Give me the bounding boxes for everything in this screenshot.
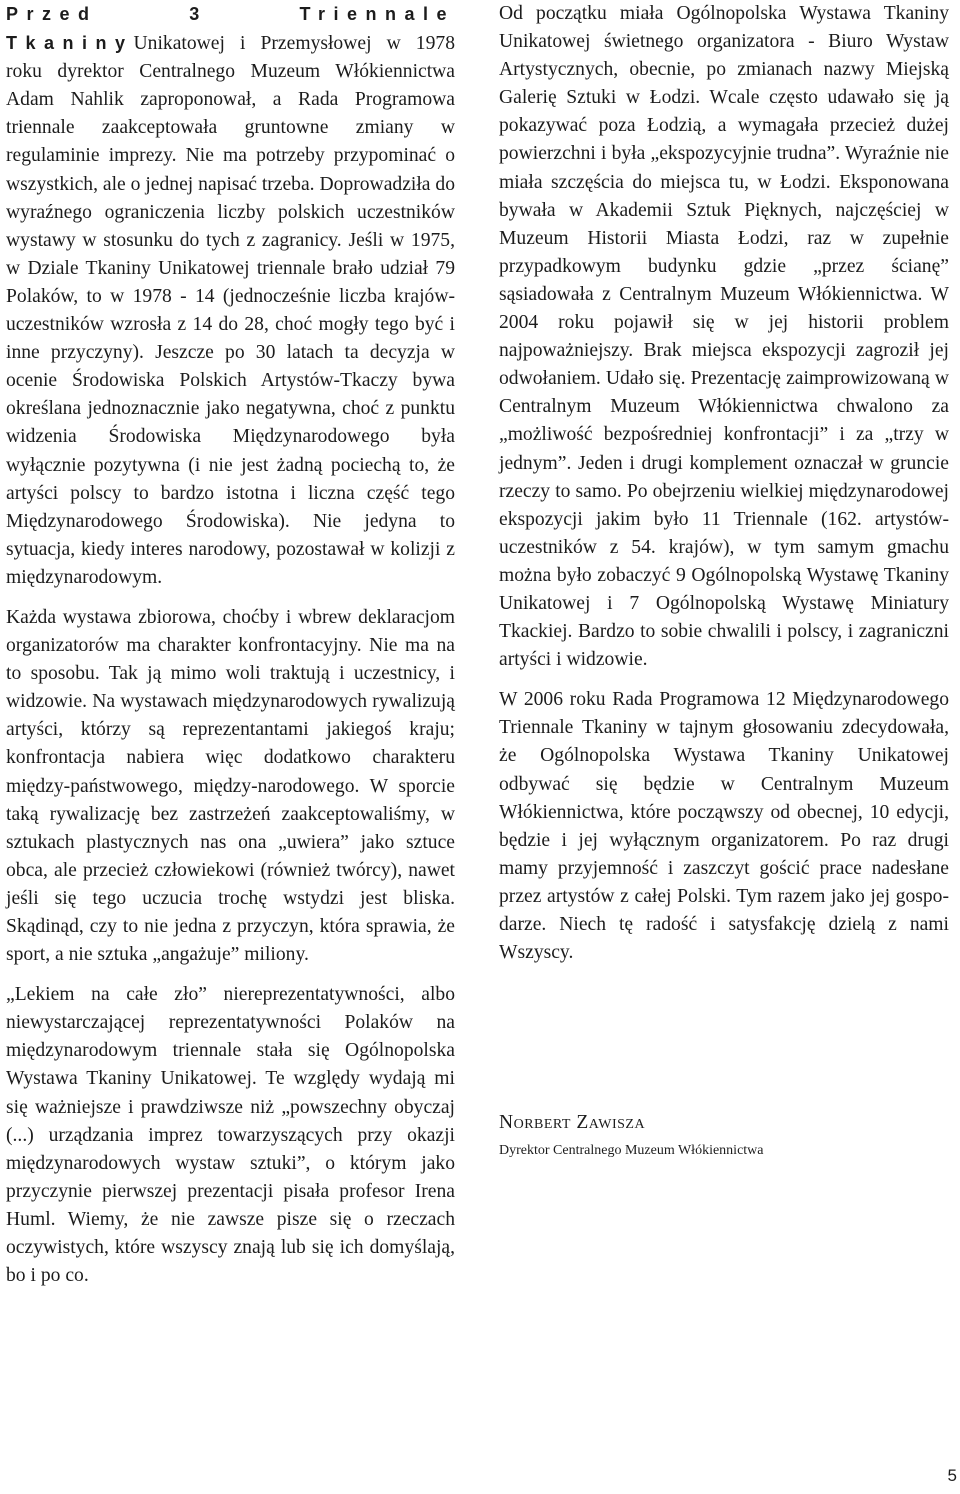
article-paragraph-2: Każda wystawa zbiorowa, choćby i wbrew deklaracjom organizatorów ma charakter konfrontacyjny. Nie ma na to sposobu. Tak ją mimo woli traktują i uczestnicy, i widzowie. Na wystawach międzynarodowych rywalizują artyści, którzy są reprezentantami jakiegoś kraju; konfrontacja nabiera więc dodatkowo charakteru między-państwowego, między-narodowego. W sporcie taką rywalizację bez zastrzeżeń zaakceptowaliśmy, w sztukach plastycznych nas ona „uwiera” jako sztuce obca, ale przecież człowiekowi (również twórcy), nawet jeśli się tego uczucia trochę wstydzi jest bliska. Skądinąd, czy to nie jedna z przyczyn, która sprawia, że sport, a nie sztuka „angażuje” miliony. — [6, 606, 455, 966]
right-column — [499, 0, 949, 967]
author-name: Norbert Zawisza — [499, 1112, 646, 1133]
article-paragraph-3: „Lekiem na całe zło” niereprezentatywności, albo niewystarczającej reprezentatywności Polaków na międzynarodowym triennale stała się Ogólnopolska Wystawa Tkaniny Unikatowej. Te względy wydają mi się ważniejsze i prawdziwsze niż „powszechny obyczaj (...) urządzania imprez towarzyszących przy okazji międzynarodowych wystaw sztuki”, o którym jako przyczynie pierwszej prezentacji pisała profesor Irena Huml. Wiemy, że nie zawsze pisze się o rzeczach oczywistych, które wszyscy znają lub się ich domyślają, bo i po co. — [6, 984, 455, 1287]
author-signature — [499, 1110, 949, 1160]
paragraph-text: Unikatowej i Przemysłowej w 1978 roku dyrektor Centralnego Muzeum Włókiennictwa Adam Nahlik zaproponował, a Rada Programowa triennale zaakceptowała gruntowne zmiany w regulaminie imprezy. Nie ma potrzeby przypominać o wszystkich, ale o jednej napisać trzeba. Doprowadziła do wyraźnego ograniczenia liczby polskich uczestników wystawy w stosunku do tych z zagranicy. Jeśli w 1975, w Dziale Tkaniny Unikatowej triennale brało udział 79 Polaków, to w 1978 - 14 (jednocześnie liczba krajów-uczestników wzrosła z 14 do 28, choć mogły tego być i inne przyczyny). Jeszcze po 30 latach ta decyzja w ocenie Środowiska Polskich Artystów-Tkaczy bywa określana jednoznacznie jako negatywna, choć z punktu widzenia Środowiska Międzynarodowego była wyłącznie pozytywna (i nie jest żadną pociechą to, że artyści polscy to bardzo istotna i liczna część tego Międzynarodowego Środowiska). Nie jedyna to sytuacja, kiedy interes narodowy, pozostawał w kolizji z międzynarodowym. — [6, 33, 455, 588]
page-number: 5 — [947, 1466, 957, 1485]
article-paragraph-5: W 2006 roku Rada Programowa 12 Międzynarodowego Triennale Tkaniny w tajnym głosowaniu zdecydowała, że Ogólnopolska Wystawa Tkaniny Unikatowej odbywać się będzie w Centralnym Muzeum Włókiennictwa, które począwszy od obecnej, 10 edycji, będzie i jej wyłącznym organizatorem. Po raz drugi mamy przyjemność i zaszczyt gościć prace nadesłane przez artystów z całej Polski. Tym razem jako jej gospodarze. Niech tę radość i satysfakcję dzielą z nami Wszyscy. — [499, 689, 949, 964]
article-paragraph-1 — [6, 0, 455, 592]
left-column — [6, 0, 455, 1290]
lead-in: Przed 3 Triennale Tkaniny — [6, 4, 455, 54]
article-paragraph-4: Od początku miała Ogólnopolska Wystawa Tkaniny Unikatowej świetnego organizatora - Biuro Wystaw Artystycznych, obecnie, po zmianach nazwy Miejską Galerię Sztuki w Łodzi. Wcale często udawało się ją pokazywać poza Łodzią, a wymagała przecież dużej powierzchni i była „ekspozycyjnie trudna”. Wyraźnie nie miała szczęścia do miejsca tu, w Łodzi. Eksponowana bywała w Akademii Sztuk Pięknych, najczęściej w Muzeum Historii Miasta Łodzi, raz w zupełnie przypadkowym budynku gdzie „przez ścianę” sąsiadowała z Centralnym Muzeum Włókiennictwa. W 2004 roku pojawił się w jej historii problem najpoważniejszy. Brak miejsca ekspozycji zagroził jej odwołaniem. Udało się. Prezentację zaimprowizowaną w Centralnym Muzeum Włókiennictwa chwalono za „możliwość bezpośredniej konfrontacji” i za „trzy w jednym”. Jeden i drugi komplement oznaczał w gruncie rzeczy to samo. Po obejrzeniu wielkiej międzynarodowej ekspozycji jakim było 11 Triennale (162. artystów-uczestników z 54. krajów), w tym samym gmachu można było zobaczyć 9 Ogólnopolską Wystawę Tkaniny Unikatowej i 7 Ogólnopolską Wystawę Miniatury Tkackiej. Bardzo to sobie chwalili i polscy, i zagraniczni artyści i widzowie. — [499, 3, 949, 671]
author-role: Dyrektor Centralnego Muzeum Włókiennictwa — [499, 1143, 764, 1158]
